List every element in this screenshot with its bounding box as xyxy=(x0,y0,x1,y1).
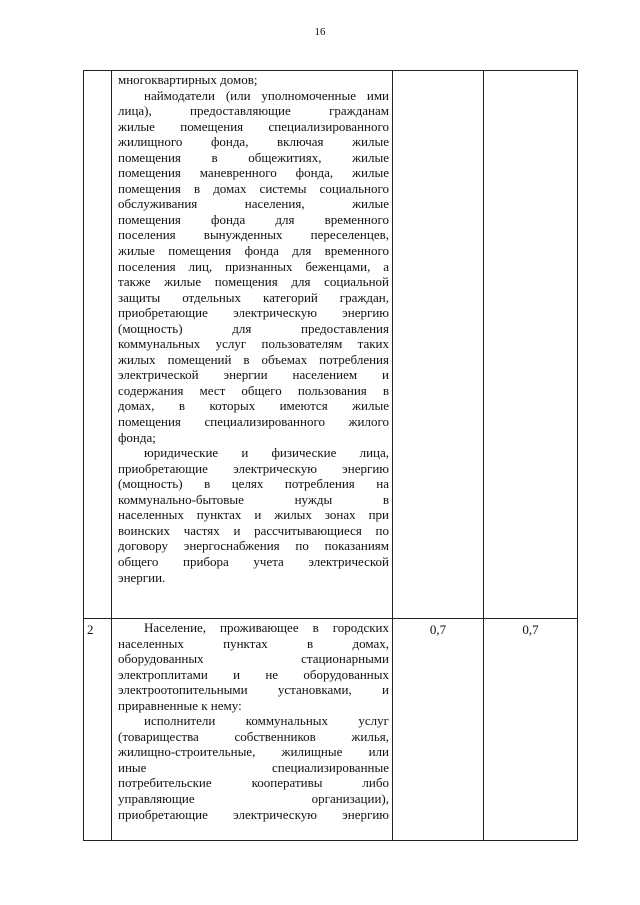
text-line: поселения лиц, признанных беженцами, а xyxy=(118,258,389,274)
text-line: приобретающие электрическую энергию xyxy=(118,460,389,476)
text-line: помещения в домах системы социального xyxy=(118,180,389,196)
text-line: управляющие организации), xyxy=(118,791,389,807)
text-line: помещения специализированного жилого xyxy=(118,414,389,430)
text-line: договору энергоснабжения по показаниям xyxy=(118,538,389,554)
text-line: также жилые помещения для социальной xyxy=(118,274,389,290)
text-line: приобретающие электрическую энергию xyxy=(118,806,389,822)
text-line: домах, в которых имеются жилые xyxy=(118,398,389,414)
text-line: иные специализированные xyxy=(118,759,389,775)
text-line: жилые помещения специализированного xyxy=(118,118,389,134)
value-cell-2: 0,7 xyxy=(484,619,578,841)
text-line: обслуживания населения, жилые xyxy=(118,196,389,212)
text-line: Население, проживающее в городских xyxy=(144,620,389,635)
text-line: фонда; xyxy=(118,429,156,445)
consumer-description-cell xyxy=(112,619,393,841)
value-cell-1: 0,7 xyxy=(393,619,484,841)
tariff-table xyxy=(83,70,578,841)
text-line: жилищного фонда, включая жилые xyxy=(118,134,389,150)
text-line: потребительские кооперативы либо xyxy=(118,775,389,791)
text-line: населенных пунктах в домах, xyxy=(118,635,389,651)
text-line: наймодатели (или уполномоченные ими xyxy=(144,87,389,103)
text-line: приравненные к нему: xyxy=(118,697,242,713)
value-cell-1 xyxy=(393,71,484,619)
text-line: населенных пунктах и жилых зонах при xyxy=(118,507,389,523)
text-line: содержания мест общего пользования в xyxy=(118,382,389,398)
text-line: (товарищества собственников жилья, xyxy=(118,728,389,744)
text-line: оборудованных стационарными xyxy=(118,651,389,667)
text-line: воинских частях и рассчитывающиеся по xyxy=(118,522,389,538)
page-number: 16 xyxy=(314,26,326,38)
text-line: (мощность) в целях потребления на xyxy=(118,476,389,492)
text-line: поселения вынужденных переселенцев, xyxy=(118,227,389,243)
text-line: помещения маневренного фонда, жилые xyxy=(118,165,389,181)
table-row xyxy=(84,619,578,841)
text-line: приобретающие электрическую энергию xyxy=(118,305,389,321)
text-line: исполнители коммунальных услуг xyxy=(144,713,389,729)
text-line: помещения в общежитиях, жилые xyxy=(118,149,389,165)
text-line: защиты отдельных категорий граждан, xyxy=(118,289,389,305)
text-line: энергии. xyxy=(118,569,166,585)
text-line: (мощность) для предоставления xyxy=(118,320,389,336)
table-row xyxy=(84,71,578,619)
text-line: коммунальных услуг пользователям таких xyxy=(118,336,389,352)
text-line: многоквартирных домов; xyxy=(118,72,258,87)
row-number-cell: 2 xyxy=(84,619,112,841)
text-line: общего прибора учета электрической xyxy=(118,553,389,569)
text-line: помещения фонда для временного xyxy=(118,211,389,227)
text-line: электрической энергии населением и xyxy=(118,367,389,383)
text-line: жилые помещения фонда для временного xyxy=(118,243,389,259)
text-line: электроплитами и не оборудованных xyxy=(118,666,389,682)
text-line: юридические и физические лица, xyxy=(144,445,389,461)
text-line: электроотопительными установками, и xyxy=(118,682,389,698)
text-line: жилых помещений в объемах потребления xyxy=(118,351,389,367)
value-cell-2 xyxy=(484,71,578,619)
consumer-description-cell xyxy=(112,71,393,619)
row-number-cell xyxy=(84,71,112,619)
text-line: лица), предоставляющие гражданам xyxy=(118,103,389,119)
text-line: жилищно-строительные, жилищные или xyxy=(118,744,389,760)
text-line: коммунально-бытовые нужды в xyxy=(118,491,389,507)
